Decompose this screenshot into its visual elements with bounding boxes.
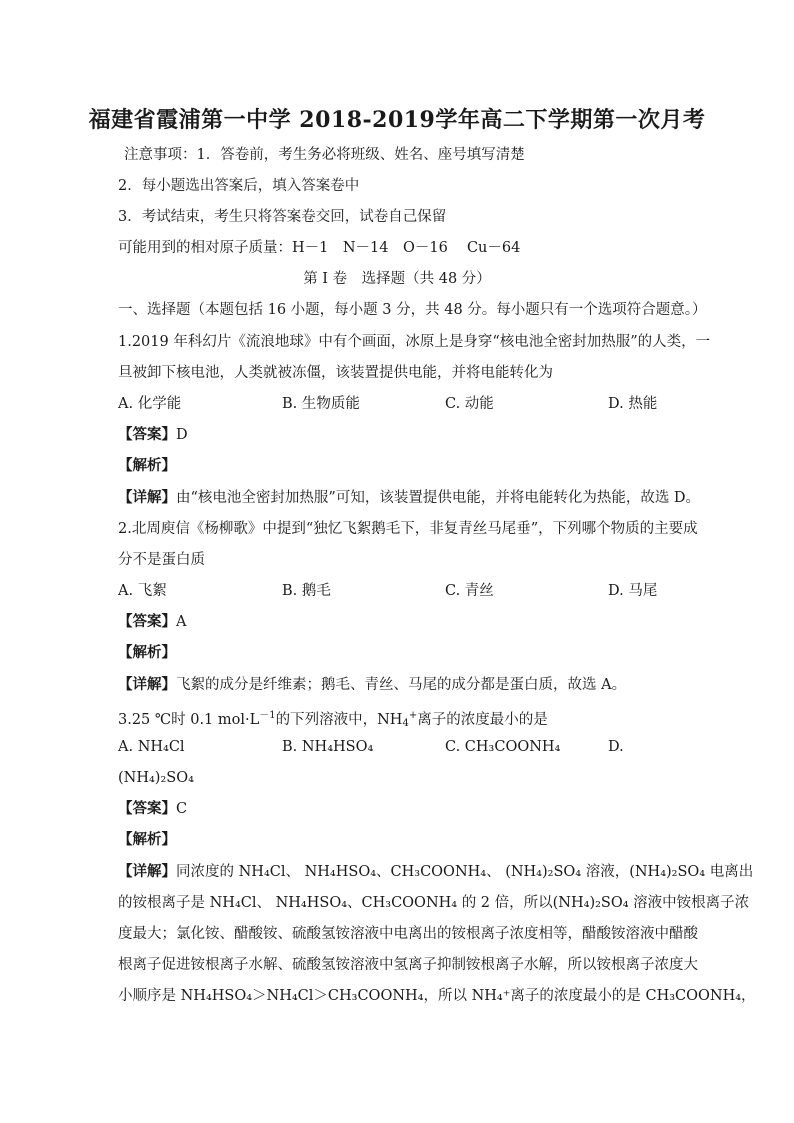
atomic-mass-line: 可能用到的相对原子质量：H－1 N－14 O－16 Cu－64 — [118, 240, 521, 256]
q1-option-d: D. 热能 — [608, 396, 658, 412]
q3-detail-text-1: 同浓度的 NH₄Cl、 NH₄HSO₄、CH₃COONH₄、 (NH₄)₂SO₄ 溶液，(NH₄)₂SO₄ 电离出 — [176, 864, 754, 880]
q3-option-d-value: (NH₄)₂SO₄ — [118, 770, 194, 786]
q3-analysis-label: 【解析】 — [118, 831, 176, 848]
q2-stem-line-2: 分不是蛋白质 — [118, 552, 205, 568]
q2-answer-value: A — [176, 614, 187, 630]
q3-stem — [118, 706, 548, 734]
exam-title: 福建省霞浦第一中学 2018-2019学年高二下学期第一次月考 — [88, 107, 706, 133]
q2-analysis-label: 【解析】 — [118, 644, 176, 661]
q1-answer-value: D — [176, 427, 188, 443]
q1-option-b: B. 生物质能 — [282, 396, 360, 412]
q2-detail — [118, 675, 626, 695]
q1-analysis-label: 【解析】 — [118, 457, 176, 474]
q3-detail-line-2: 的铵根离子是 NH₄Cl、 NH₄HSO₄、CH₃COONH₄ 的 2 倍，所以(NH₄)₂SO₄ 溶液中铵根离子浓 — [118, 895, 750, 911]
q3-option-d: D. — [608, 739, 624, 755]
q1-option-c: C. 动能 — [445, 396, 494, 412]
q1-detail-text: 由“核电池全密封加热服”可知，该装置提供电能，并将电能转化为热能，故选 D。 — [176, 490, 701, 506]
section-title: 第 I 卷 选择题（共 48 分） — [303, 271, 491, 287]
q3-stem-part-a: 3.25 ℃时 0.1 mol·L — [118, 712, 260, 728]
q3-answer-value: C — [176, 801, 188, 817]
q2-option-d: D. 马尾 — [608, 583, 658, 599]
q2-answer — [118, 612, 186, 632]
q3-stem-plus: + — [408, 710, 418, 721]
q3-detail-label: 【详解】 — [118, 863, 176, 880]
q3-option-b: B. NH₄HSO₄ — [282, 739, 374, 755]
q3-answer-label: 【答案】 — [118, 800, 176, 817]
q3-stem-sup: －1 — [259, 710, 276, 721]
q3-detail-line-5: 小顺序是 NH₄HSO₄＞NH₄Cl＞CH₃COONH₄，所以 NH₄⁺离子的浓度最小的是 CH₃COONH₄， — [118, 988, 756, 1004]
q1-detail — [118, 488, 700, 508]
q1-stem-line-1: 1.2019 年科幻片《流浪地球》中有个画面，冰原上是身穿“核电池全密封加热服”的人类，一 — [118, 334, 711, 350]
q1-option-a: A. 化学能 — [118, 396, 182, 412]
q2-detail-text: 飞絮的成分是纤维素；鹅毛、青丝、马尾的成分都是蛋白质，故选 A。 — [176, 677, 627, 693]
q3-stem-sub: 4 — [402, 718, 409, 729]
q3-option-c: C. CH₃COONH₄ — [445, 739, 561, 755]
q2-option-b: B. 鹅毛 — [282, 583, 331, 599]
section-description: 一、选择题（本题包括 16 小题，每小题 3 分，共 48 分。每小题只有一个选项符合题意。） — [118, 302, 707, 318]
q3-detail-line-1 — [118, 862, 754, 882]
q1-answer — [118, 425, 188, 445]
q1-answer-label: 【答案】 — [118, 426, 176, 443]
note-2: 2．每小题选出答案后，填入答案卷中 — [118, 178, 360, 194]
q3-detail-line-4: 根离子促进铵根离子水解、硫酸氢铵溶液中氢离子抑制铵根离子水解，所以铵根离子浓度大 — [118, 957, 698, 973]
q2-answer-label: 【答案】 — [118, 613, 176, 630]
q3-detail-line-3: 度最大；氯化铵、醋酸铵、硫酸氢铵溶液中电离出的铵根离子浓度相等，醋酸铵溶液中醋酸 — [118, 926, 698, 942]
note-1: 注意事项：1．答卷前，考生务必将班级、姓名、座号填写清楚 — [124, 147, 525, 163]
q3-option-a: A. NH₄Cl — [118, 739, 185, 755]
q3-stem-part-b: 的下列溶液中，NH — [275, 712, 403, 728]
q2-option-c: C. 青丝 — [445, 583, 494, 599]
q2-option-a: A. 飞絮 — [118, 583, 167, 599]
q3-stem-part-c: 离子的浓度最小的是 — [417, 712, 548, 728]
note-3: 3．考试结束，考生只将答案卷交回，试卷自己保留 — [118, 209, 447, 225]
q3-answer — [118, 799, 187, 819]
q1-stem-line-2: 旦被卸下核电池，人类就被冻僵，该装置提供电能，并将电能转化为 — [118, 365, 553, 381]
q1-detail-label: 【详解】 — [118, 489, 176, 506]
q2-stem-line-1: 2.北周庾信《杨柳歌》中提到“独忆飞絮鹅毛下，非复青丝马尾垂”，下列哪个物质的主要成 — [118, 521, 698, 537]
q2-detail-label: 【详解】 — [118, 676, 176, 693]
